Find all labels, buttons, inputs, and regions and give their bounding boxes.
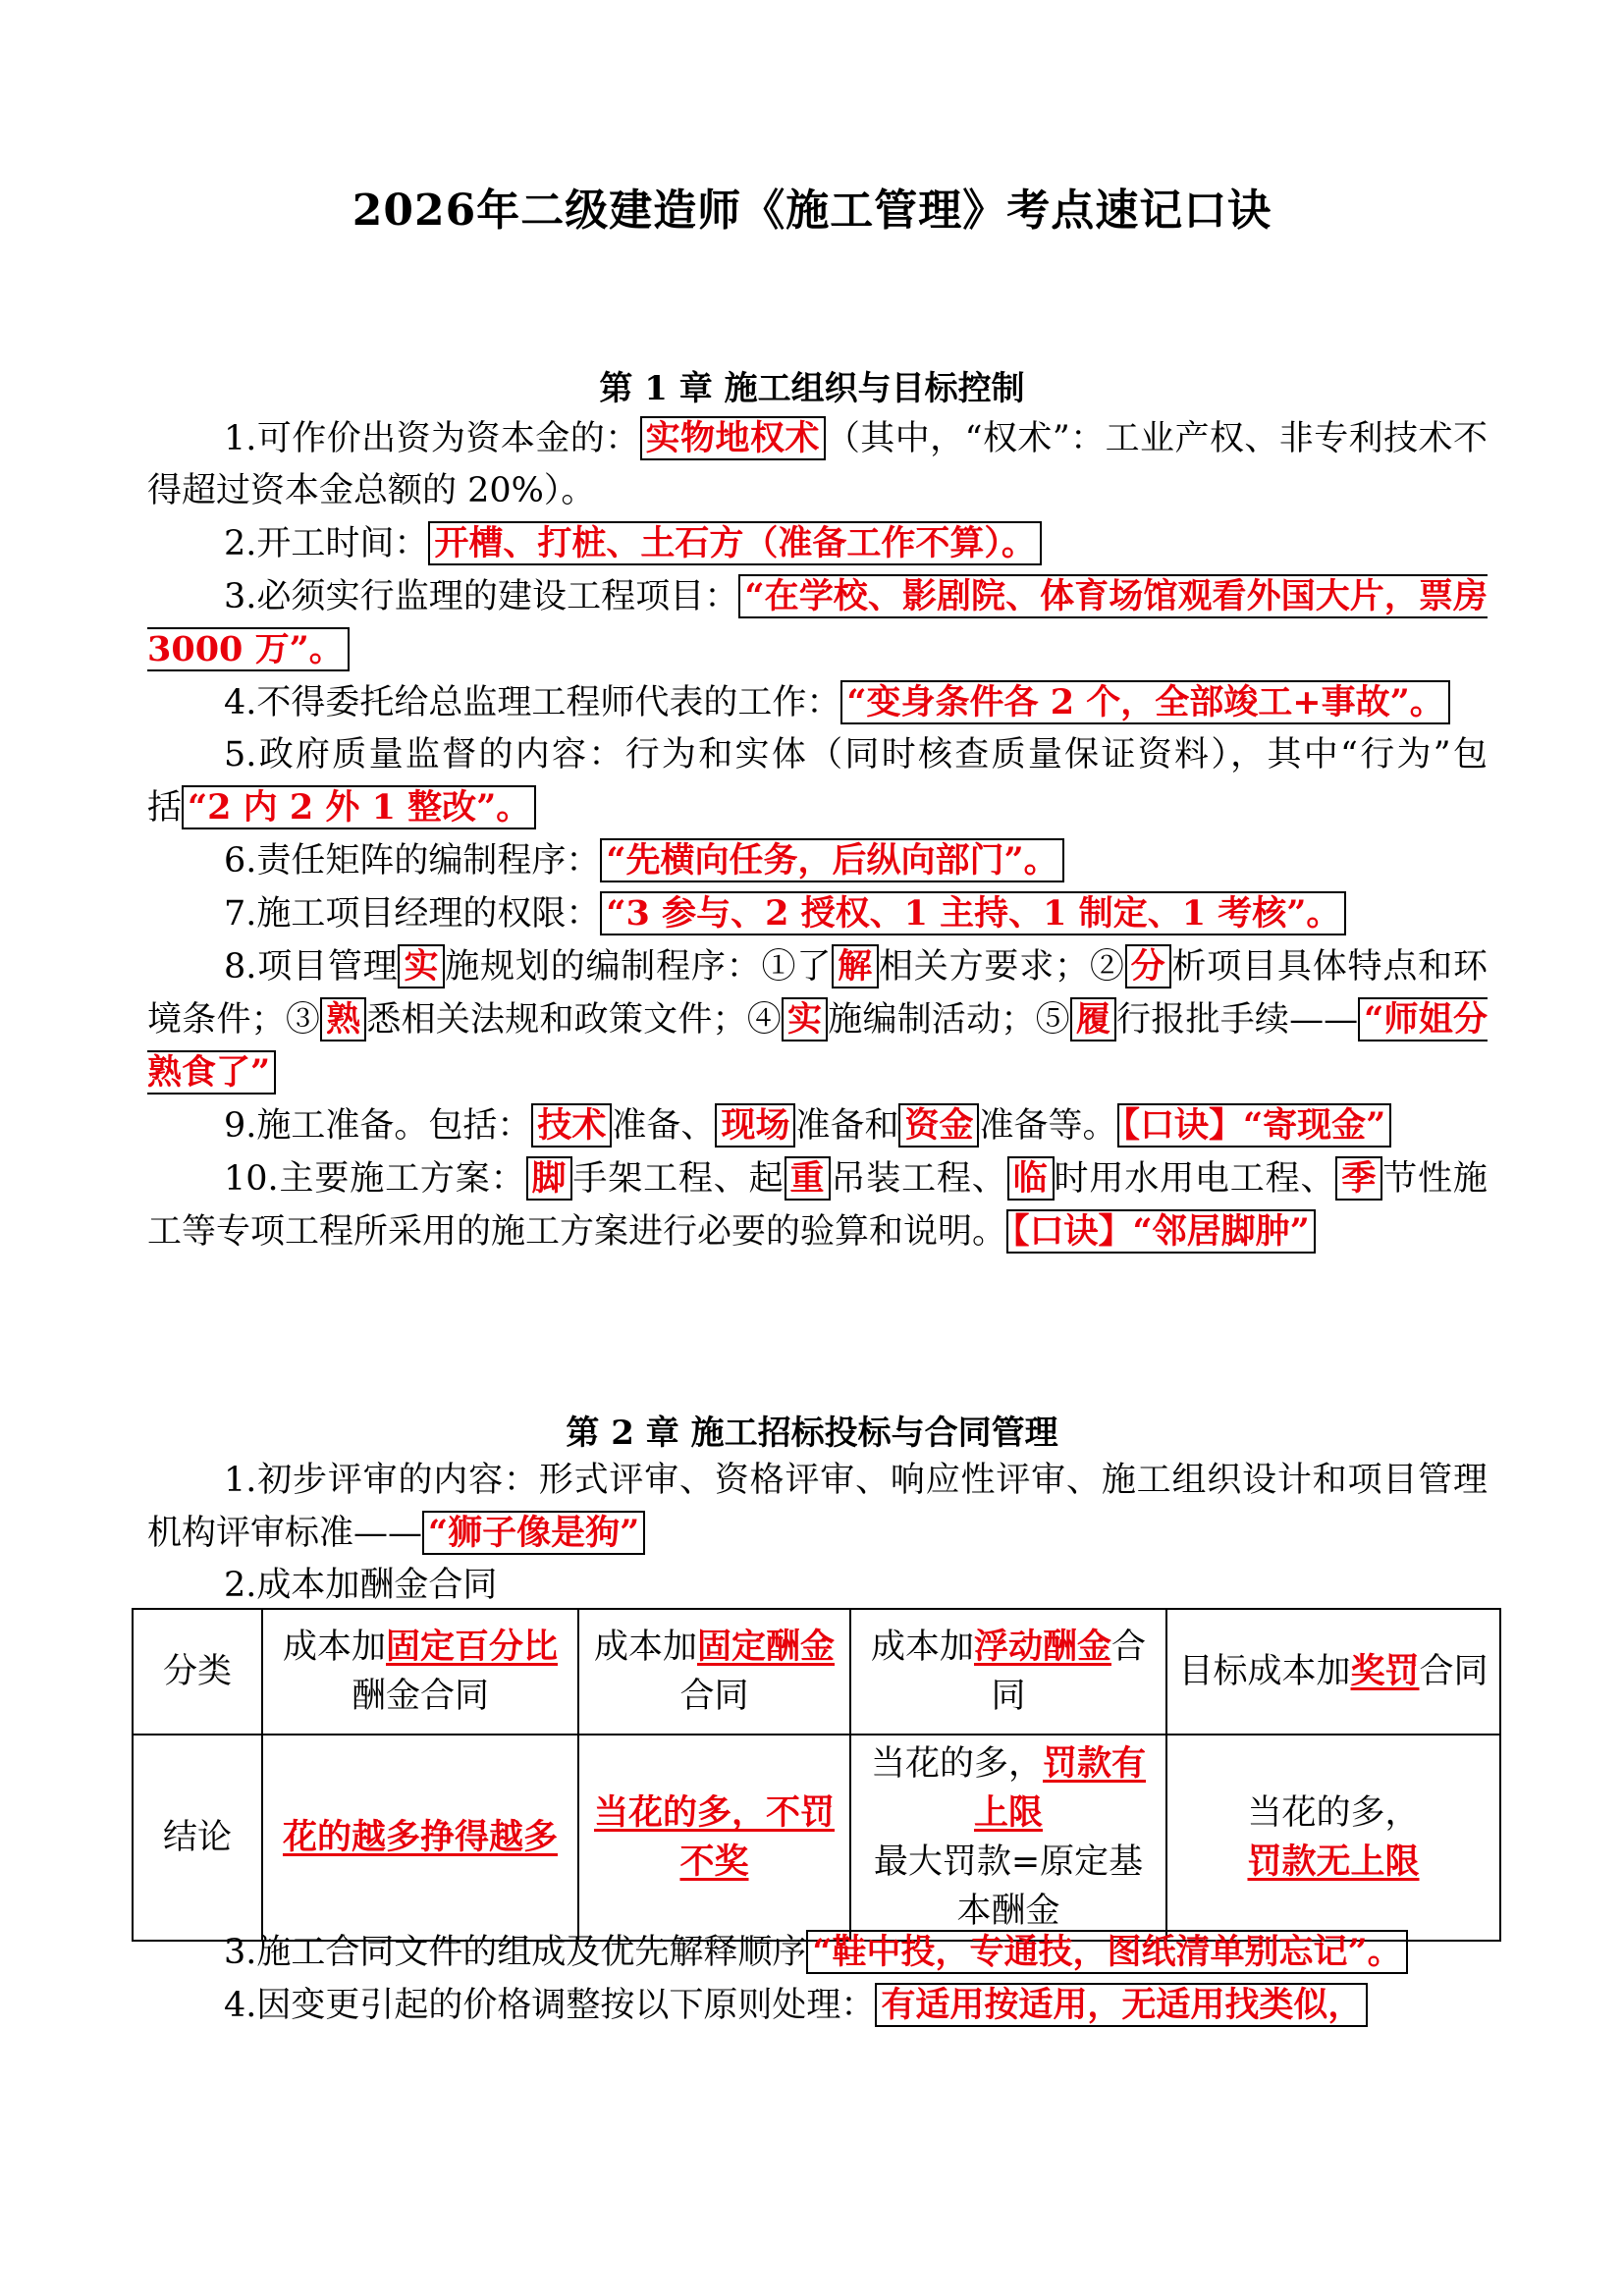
item-7	[147, 887, 1488, 940]
cell-highlight: 当花的多，不罚不奖	[593, 1792, 835, 1882]
ch2-item-2-text: 2.成本加酬金合同	[224, 1566, 498, 1605]
table-cell	[850, 1609, 1166, 1735]
table-cell	[578, 1609, 850, 1735]
item-10-key-3: 临	[1007, 1156, 1055, 1201]
item-3-text: 3.必须实行监理的建设工程项目：	[224, 577, 739, 616]
table-cell	[262, 1609, 578, 1735]
item-8-text-d: 析项目具体特点和环境条件；③	[147, 947, 1488, 1040]
ch2-item-4-text: 4.因变更引起的价格调整按以下原则处理：	[224, 1986, 876, 2025]
cell-text: 当花的多，	[1247, 1793, 1420, 1833]
item-4-highlight: “变身条件各 2 个，全部竣工+事故”。	[840, 680, 1449, 724]
ch2-item-1-text: 1.初步评审的内容：形式评审、资格评审、响应性评审、施工组织设计和项目管理机构评审标准——	[147, 1461, 1488, 1553]
item-9-text: 9.施工准备。包括：	[224, 1106, 532, 1146]
cost-plus-contract-table	[132, 1608, 1501, 1942]
cell-text: 成本加	[282, 1628, 386, 1667]
item-2-text: 2.开工时间：	[224, 524, 429, 563]
item-1-text: 1.可作价出资为资本金的：	[224, 419, 640, 458]
item-5-text: 5.政府质量监督的内容：行为和实体（同时核查质量保证资料），其中“行为”包括	[147, 735, 1488, 828]
item-8-key-1: 实	[398, 944, 445, 988]
item-10-key-1: 脚	[526, 1156, 573, 1201]
ch2-item-4-highlight: 有适用按适用，无适用找类似，	[875, 1983, 1368, 2027]
table-cell	[1166, 1609, 1500, 1735]
chapter-1-heading: 第 1 章 施工组织与目标控制	[599, 369, 1025, 408]
ch2-item-4	[147, 1979, 1488, 2032]
ch2-item-3	[147, 1926, 1488, 1979]
item-9	[147, 1099, 1488, 1152]
item-10-key-4: 季	[1335, 1156, 1382, 1201]
item-8-text-g: 行报批手续——	[1116, 1000, 1359, 1040]
item-8-text-f: 施编制活动；⑤	[828, 1000, 1070, 1040]
chapter-1-body	[147, 412, 1488, 1258]
cell-text: 酬金合同	[351, 1677, 489, 1716]
item-4-text: 4.不得委托给总监理工程师代表的工作：	[224, 683, 841, 722]
item-3	[147, 570, 1488, 676]
ch2-item-1-highlight: “狮子像是狗”	[422, 1511, 645, 1555]
item-4	[147, 676, 1488, 729]
item-10-text-e: 节性施工等专项工程所采用的施工方案进行必要的验算和说明。	[147, 1159, 1488, 1252]
item-3-highlight: “在学校、影剧院、体育场馆观看外国大片，票房 3000 万”。	[147, 576, 1488, 669]
item-10-text-b: 手架工程、起	[572, 1159, 785, 1199]
chapter-2-body-continued	[147, 1926, 1488, 2032]
cell-highlight: 罚款有上限	[973, 1743, 1147, 1833]
item-10-text-c: 吊装工程、	[831, 1159, 1007, 1199]
item-8	[147, 940, 1488, 1099]
item-10-key-2: 重	[785, 1156, 832, 1201]
item-9-text-b: 准备、	[612, 1106, 716, 1146]
cell-text: 合同	[679, 1677, 749, 1716]
item-9-key-1: 技术	[531, 1103, 612, 1148]
item-7-text: 7.施工项目经理的权限：	[224, 894, 601, 934]
table-cell	[850, 1735, 1166, 1941]
cell-text: 合同	[991, 1628, 1147, 1716]
item-9-key-2: 现场	[715, 1103, 795, 1148]
cell-text: 成本加	[593, 1628, 697, 1667]
item-10	[147, 1152, 1488, 1258]
cell-highlight: 花的越多挣得越多	[282, 1817, 558, 1857]
ch2-item-3-text: 3.施工合同文件的组成及优先解释顺序	[224, 1933, 807, 1972]
cell-highlight: 奖罚	[1350, 1651, 1420, 1691]
item-8-key-6: 履	[1070, 997, 1116, 1041]
item-1	[147, 412, 1488, 517]
table-row	[133, 1609, 1500, 1735]
cell-highlight: 固定酬金	[697, 1627, 836, 1667]
item-8-key-3: 分	[1125, 944, 1172, 988]
item-5-highlight: “2 内 2 外 1 整改”。	[182, 785, 536, 829]
ch2-item-3-highlight: “鞋中投，专通技，图纸清单别忘记”。	[806, 1930, 1407, 1974]
item-9-key-3: 资金	[898, 1103, 979, 1148]
cell-text: 成本加	[870, 1628, 974, 1667]
item-8-text-e: 悉相关法规和政策文件；④	[366, 1000, 783, 1040]
ch2-item-2	[147, 1560, 1488, 1612]
item-8-text-c: 相关方要求；②	[878, 947, 1125, 987]
item-6	[147, 834, 1488, 887]
table-cell	[1166, 1735, 1500, 1941]
cell-highlight: 罚款无上限	[1247, 1842, 1420, 1882]
table-row	[133, 1735, 1500, 1941]
table-row-label: 分类	[133, 1609, 262, 1735]
ch2-item-1	[147, 1455, 1488, 1560]
cell-text: 目标成本加	[1178, 1652, 1351, 1691]
item-8-key-2: 解	[832, 944, 879, 988]
item-7-highlight: “3 参与、2 授权、1 主持、1 制定、1 考核”。	[600, 891, 1346, 935]
item-10-highlight: 【口诀】“邻居脚肿”	[1006, 1209, 1316, 1254]
table-row-label: 结论	[133, 1735, 262, 1941]
item-2-highlight: 开槽、打桩、土石方（准备工作不算）。	[428, 521, 1042, 565]
cell-text: 当花的多，	[870, 1744, 1043, 1784]
item-1-highlight: 实物地权术	[640, 416, 826, 460]
cell-highlight: 固定百分比	[386, 1627, 559, 1667]
item-8-highlight: “师姐分熟食了”	[147, 999, 1488, 1093]
document-title: 2026年二级建造师《施工管理》考点速记口诀	[352, 186, 1272, 236]
cell-highlight: 浮动酬金	[973, 1627, 1111, 1667]
item-5	[147, 729, 1488, 834]
item-8-key-4: 熟	[320, 997, 366, 1041]
item-9-text-d: 准备等。	[979, 1106, 1117, 1146]
item-9-text-c: 准备和	[795, 1106, 899, 1146]
item-10-text-d: 时用水用电工程、	[1054, 1159, 1336, 1199]
item-1-text-tail: （其中，“权术”：工业产权、非专利技术不得超过资本金总额的 20%）。	[147, 419, 1488, 510]
item-10-text: 10.主要施工方案：	[224, 1159, 526, 1199]
cell-text: 合同	[1419, 1652, 1489, 1691]
item-8-text-b: 施规划的编制程序：①了	[445, 947, 833, 987]
item-8-text: 8.项目管理	[224, 947, 399, 987]
chapter-2-body	[147, 1455, 1488, 1612]
table-cell	[262, 1735, 578, 1941]
item-6-highlight: “先横向任务，后纵向部门”。	[600, 838, 1063, 882]
cell-text: 最大罚款=原定基本酬金	[873, 1842, 1144, 1931]
item-8-key-5: 实	[782, 997, 828, 1041]
table-cell	[578, 1735, 850, 1941]
item-6-text: 6.责任矩阵的编制程序：	[224, 841, 601, 881]
item-2	[147, 517, 1488, 570]
chapter-2-heading: 第 2 章 施工招标投标与合同管理	[566, 1414, 1058, 1453]
item-9-highlight: 【口诀】“寄现金”	[1117, 1103, 1392, 1148]
